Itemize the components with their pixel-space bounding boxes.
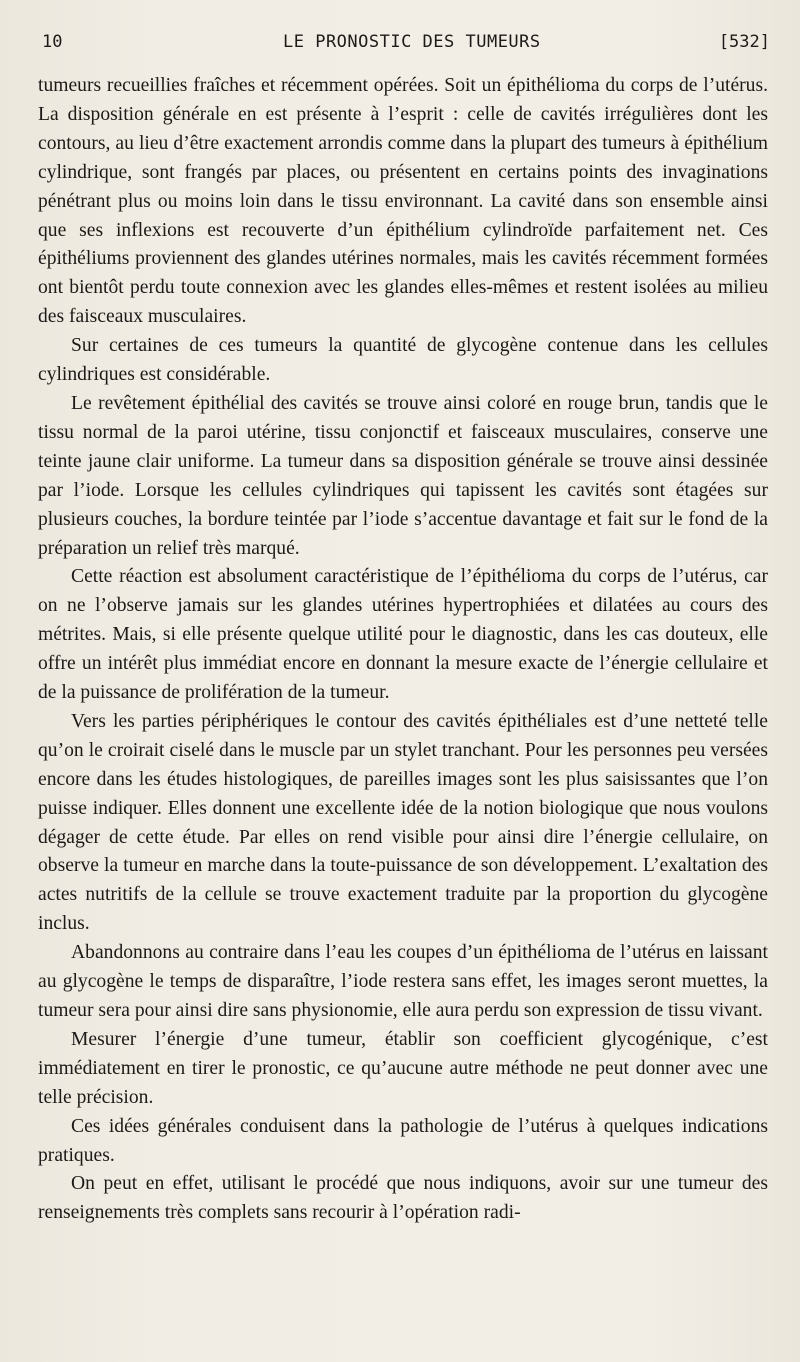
body-text bbox=[38, 72, 768, 1228]
page-reference: [532] bbox=[718, 32, 770, 52]
paragraph: Sur certaines de ces tumeurs la quantité de glycogène contenue dans les cellules cylindriques est considérable. bbox=[38, 335, 768, 386]
paragraph: Mesurer l’énergie d’une tumeur, établir son coefficient glycogénique, c’est immédiatement en tirer le pronostic, ce qu’aucune autre méthode ne peut donner avec une telle précision. bbox=[38, 1028, 768, 1108]
paragraph: Vers les parties périphériques le contour des cavités épithéliales est d’une netteté telle qu’on le croirait ciselé dans le muscle par un stylet tranchant. Pour les personnes peu versées encore dans les études histologiques, de pareilles images sont les plus saisissantes que l’on puisse indiquer. Elles donnent une excellente idée de la notion biologique que nous voulons dégager de cette étude. Par elles on rend visible pour ainsi dire l’énergie cellulaire, on observe la tumeur en marche dans la toute-puissance de son développement. L’exaltation des actes nutritifs de la cellule se trouve exactement traduite par la proportion du glycogène inclus. bbox=[38, 710, 768, 935]
paragraph: Le revêtement épithélial des cavités se trouve ainsi coloré en rouge brun, tandis que le tissu normal de la paroi utérine, tissu conjonctif et faisceaux musculaires, conserve une teinte jaune clair uniforme. La tumeur dans sa disposition générale se trouve ainsi dessinée par l’iode. Lorsque les cellules cylindriques qui tapissent les cavités sont étagées sur plusieurs couches, la bordure teintée par l’iode s’accentue davantage et fait sur le fond de la préparation un relief très marqué. bbox=[38, 392, 768, 559]
paragraph-continuation: tumeurs recueillies fraîches et récemment opérées. Soit un épithélioma du corps de l’utérus. La disposition générale en est présente à l’esprit : celle de cavités irrégulières dont les contours, au lieu d’être exactement arrondis comme dans la plupart des tumeurs à épithélium cylindrique, sont frangés par places, ou présentent en certains points des invaginations pénétrant plus ou moins loin dans le tissu environnant. La cavité dans son ensemble ainsi que ses inflexions est recouverte d’un épithélium cylindroïde parfaitement net. Ces épithéliums proviennent des glandes utérines normales, mais les cavités récemment formées ont bientôt perdu toute connexion avec les glandes elles-mêmes et restent isolées au milieu des faisceaux musculaires. bbox=[38, 75, 768, 328]
paragraph: Abandonnons au contraire dans l’eau les coupes d’un épithélioma de l’utérus en laissant au glycogène le temps de disparaître, l’iode restera sans effet, les images seront muettes, la tumeur sera pour ainsi dire sans physionomie, elle aura perdu son expression de tissu vivant. bbox=[38, 942, 768, 1021]
page-number: 10 bbox=[42, 32, 63, 52]
running-title: LE PRONOSTIC DES TUMEURS bbox=[283, 32, 541, 52]
paragraph: On peut en effet, utilisant le procédé que nous indiquons, avoir sur une tumeur des renseignements très complets sans recourir à l’opération radi- bbox=[38, 1173, 768, 1224]
paragraph: Cette réaction est absolument caractéristique de l’épithélioma du corps de l’utérus, car on ne l’observe jamais sur les glandes utérines hypertrophiées et dilatées au cours des métrites. Mais, si elle présente quelque utilité pour le diagnostic, dans les cas douteux, elle offre un intérêt plus immédiat encore en donnant la mesure exacte de l’énergie cellulaire et de la puissance de prolifération de la tumeur. bbox=[38, 566, 768, 704]
paragraph: Ces idées générales conduisent dans la pathologie de l’utérus à quelques indications pratiques. bbox=[38, 1115, 768, 1166]
running-header bbox=[38, 32, 772, 64]
